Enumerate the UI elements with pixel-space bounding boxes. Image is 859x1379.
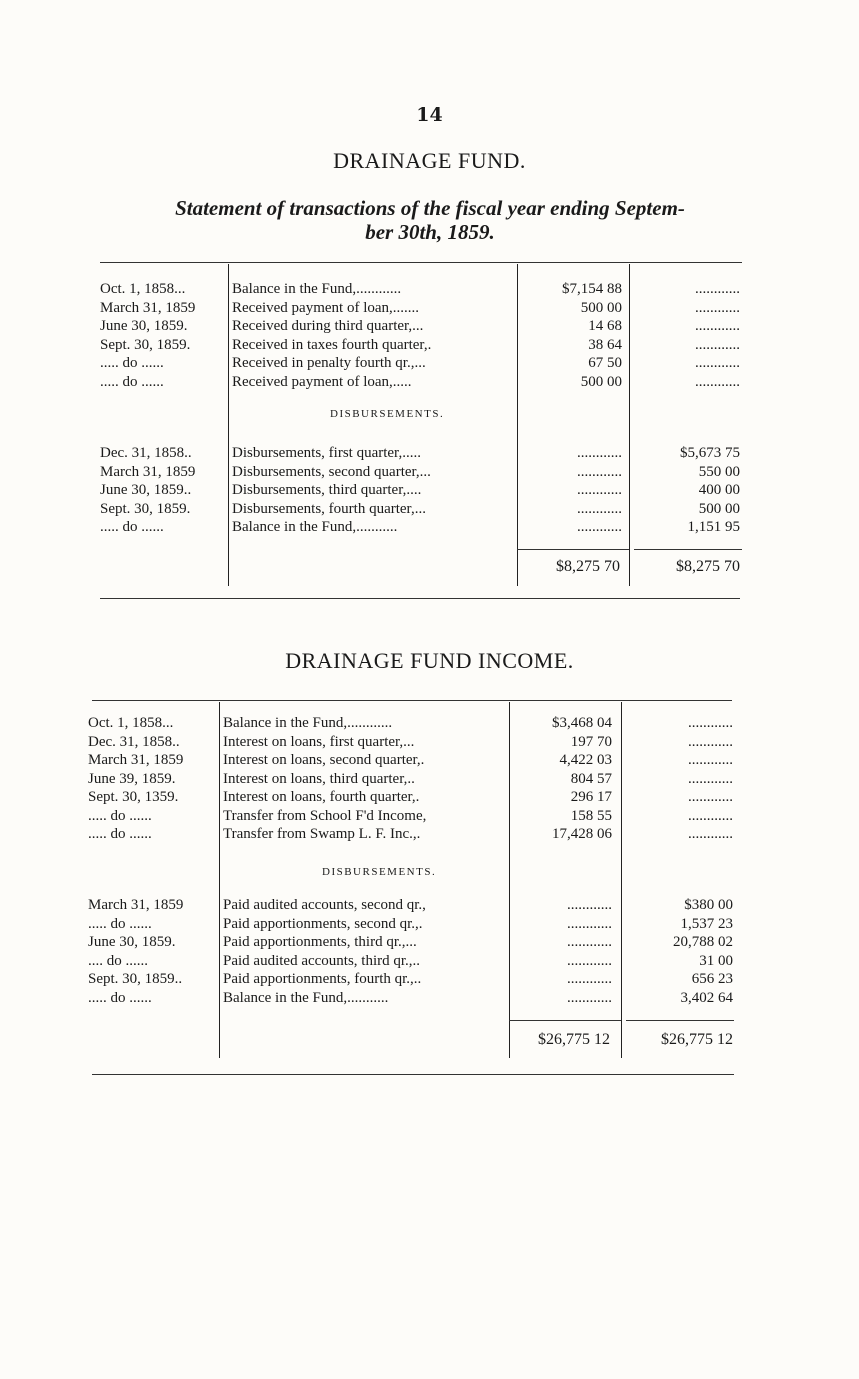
row-description: Transfer from Swamp L. F. Inc.,. xyxy=(223,826,421,842)
row-amount: $7,154 88 xyxy=(562,281,622,297)
row-date: Sept. 30, 1859. xyxy=(100,500,191,517)
row-description: Interest on loans, third quarter,.. xyxy=(223,770,415,787)
row-date: June 39, 1859. xyxy=(88,770,176,787)
row-description: Disbursements, third quarter,.... xyxy=(232,482,422,498)
row-date: Sept. 30, 1859.. xyxy=(88,971,183,987)
table-row xyxy=(0,481,859,499)
table-bottom-rule xyxy=(92,1074,734,1075)
row-amount-second: ............ xyxy=(695,355,740,371)
row-date: ..... do ...... xyxy=(100,373,164,390)
row-description: Paid audited accounts, second qr., xyxy=(223,897,426,913)
row-amount: ............ xyxy=(567,915,612,932)
row-description: Paid apportionments, third qr.,... xyxy=(223,934,417,950)
row-date: ..... do ...... xyxy=(88,826,152,842)
row-amount: ............ xyxy=(577,463,622,480)
row-description: Received in penalty fourth qr.,... xyxy=(232,355,426,371)
table-row xyxy=(0,788,859,806)
receipts-total: $8,275 70 xyxy=(556,558,620,575)
row-amount: ............ xyxy=(577,445,622,461)
row-date: Sept. 30, 1359. xyxy=(88,789,179,805)
row-date: Oct. 1, 1858... xyxy=(88,715,174,731)
table-row xyxy=(0,915,859,933)
row-date: ..... do ...... xyxy=(88,915,152,932)
row-amount: 17,428 06 xyxy=(552,826,612,842)
row-date: Sept. 30, 1859. xyxy=(100,336,191,353)
table-row xyxy=(0,896,859,914)
row-amount: ............ xyxy=(567,897,612,913)
row-date: March 31, 1859 xyxy=(100,299,196,316)
row-amount-second: 1,537 23 xyxy=(680,915,733,932)
table-row xyxy=(0,751,859,769)
disbursements-total: $26,775 12 xyxy=(661,1031,733,1048)
row-amount: 197 70 xyxy=(570,733,612,750)
row-description: Balance in the Fund,........... xyxy=(232,519,398,535)
table-row xyxy=(0,714,859,732)
subtitle-line-2: ber 30th, 1859. xyxy=(365,220,495,244)
table-row xyxy=(0,989,859,1007)
table-row xyxy=(0,518,859,536)
row-amount: $3,468 04 xyxy=(552,715,612,731)
row-description: Received during third quarter,... xyxy=(232,318,424,334)
row-amount: 804 57 xyxy=(570,770,612,787)
table-row xyxy=(0,970,859,988)
table-row xyxy=(0,444,859,462)
row-amount: 500 00 xyxy=(580,299,622,316)
table-row xyxy=(0,280,859,298)
statement-subtitle xyxy=(100,196,760,244)
row-amount: 38 64 xyxy=(588,336,622,353)
row-date: ..... do ...... xyxy=(88,989,152,1006)
row-amount: ............ xyxy=(567,934,612,950)
table-top-rule xyxy=(100,262,742,263)
row-amount-second: ............ xyxy=(688,826,733,842)
row-date: Dec. 31, 1858.. xyxy=(100,445,192,461)
row-date: .... do ...... xyxy=(88,952,148,969)
receipts-total: $26,775 12 xyxy=(538,1031,610,1048)
row-date: March 31, 1859 xyxy=(88,752,184,768)
row-description: Disbursements, fourth quarter,... xyxy=(232,500,426,517)
page-number: 14 xyxy=(416,104,443,126)
row-date: ..... do ...... xyxy=(100,519,164,535)
row-amount: ............ xyxy=(577,482,622,498)
row-amount: ............ xyxy=(577,519,622,535)
row-amount-second: ............ xyxy=(688,770,733,787)
table-bottom-rule xyxy=(100,598,740,599)
row-description: Disbursements, second quarter,... xyxy=(232,463,431,480)
row-amount-second: 31 00 xyxy=(699,952,733,969)
row-amount: ............ xyxy=(567,952,612,969)
row-description: Received in taxes fourth quarter,. xyxy=(232,336,432,353)
total-rule xyxy=(634,549,742,550)
row-description: Disbursements, first quarter,..... xyxy=(232,445,421,461)
total-rule xyxy=(626,1020,734,1021)
row-amount: 4,422 03 xyxy=(559,752,612,768)
section-title: DRAINAGE FUND INCOME. xyxy=(285,648,574,673)
row-amount: 67 50 xyxy=(588,355,622,371)
row-description: Paid audited accounts, third qr.,.. xyxy=(223,952,421,969)
row-description: Balance in the Fund,............ xyxy=(232,281,402,297)
row-amount: ............ xyxy=(567,989,612,1006)
row-date: June 30, 1859. xyxy=(88,934,176,950)
row-description: Interest on loans, first quarter,... xyxy=(223,733,415,750)
row-description: Received payment of loan,..... xyxy=(232,373,412,390)
row-date: ..... do ...... xyxy=(100,355,164,371)
row-amount-second: ............ xyxy=(695,373,740,390)
row-amount: 296 17 xyxy=(570,789,612,805)
row-amount-second: $380 00 xyxy=(684,897,733,913)
row-date: ..... do ...... xyxy=(88,807,152,824)
row-amount-second: ............ xyxy=(688,733,733,750)
table-top-rule xyxy=(92,700,732,701)
subtitle-line-1: Statement of transactions of the fiscal year ending Septem- xyxy=(175,196,685,220)
table-row xyxy=(0,336,859,354)
table-row xyxy=(0,317,859,335)
table-row xyxy=(0,299,859,317)
row-amount-second: ............ xyxy=(688,715,733,731)
table-row xyxy=(0,825,859,843)
total-rule xyxy=(517,549,629,550)
disbursements-heading: DISBURSEMENTS. xyxy=(322,866,437,878)
table-row xyxy=(0,952,859,970)
row-description: Interest on loans, second quarter,. xyxy=(223,752,425,768)
row-amount-second: 3,402 64 xyxy=(680,989,733,1006)
table-row xyxy=(0,373,859,391)
row-description: Balance in the Fund,........... xyxy=(223,989,389,1006)
row-amount-second: ............ xyxy=(695,299,740,316)
row-date: March 31, 1859 xyxy=(100,463,196,480)
row-description: Received payment of loan,....... xyxy=(232,299,420,316)
row-date: Oct. 1, 1858... xyxy=(100,281,186,297)
table-row xyxy=(0,733,859,751)
table-row xyxy=(0,933,859,951)
row-amount-second: 550 00 xyxy=(698,463,740,480)
row-amount-second: 400 00 xyxy=(698,482,740,498)
row-description: Interest on loans, fourth quarter,. xyxy=(223,789,420,805)
table-row xyxy=(0,770,859,788)
row-date: June 30, 1859. xyxy=(100,318,188,334)
row-amount-second: 1,151 95 xyxy=(687,519,740,535)
row-amount: 158 55 xyxy=(570,807,612,824)
row-description: Paid apportionments, fourth qr.,.. xyxy=(223,971,422,987)
row-amount-second: 500 00 xyxy=(698,500,740,517)
row-date: March 31, 1859 xyxy=(88,897,184,913)
row-amount: 14 68 xyxy=(588,318,622,334)
row-amount-second: ............ xyxy=(688,807,733,824)
row-date: Dec. 31, 1858.. xyxy=(88,733,180,750)
disbursements-total: $8,275 70 xyxy=(676,558,740,575)
row-amount-second: 20,788 02 xyxy=(673,934,733,950)
row-description: Balance in the Fund,............ xyxy=(223,715,393,731)
row-description: Transfer from School F'd Income, xyxy=(223,807,427,824)
table-row xyxy=(0,807,859,825)
table-row xyxy=(0,354,859,372)
table-row xyxy=(0,500,859,518)
disbursements-heading: DISBURSEMENTS. xyxy=(330,408,445,420)
row-amount-second: $5,673 75 xyxy=(680,445,740,461)
row-amount: 500 00 xyxy=(580,373,622,390)
row-amount-second: ............ xyxy=(695,318,740,334)
row-amount: ............ xyxy=(577,500,622,517)
row-amount-second: ............ xyxy=(695,336,740,353)
section-title: DRAINAGE FUND. xyxy=(333,148,526,173)
row-amount-second: ............ xyxy=(695,281,740,297)
table-row xyxy=(0,463,859,481)
total-rule xyxy=(509,1020,621,1021)
row-date: June 30, 1859.. xyxy=(100,482,192,498)
row-amount-second: ............ xyxy=(688,789,733,805)
row-amount-second: ............ xyxy=(688,752,733,768)
row-amount-second: 656 23 xyxy=(691,971,733,987)
row-description: Paid apportionments, second qr.,. xyxy=(223,915,423,932)
row-amount: ............ xyxy=(567,971,612,987)
